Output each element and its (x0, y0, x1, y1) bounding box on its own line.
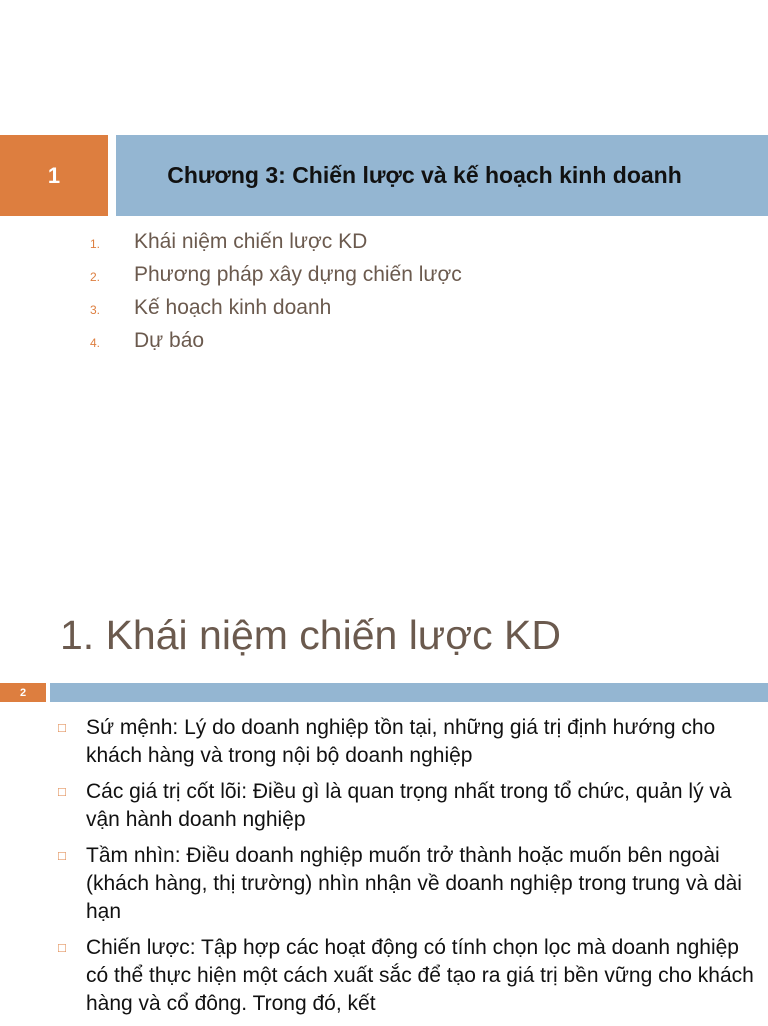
title-bar (50, 683, 768, 702)
slide-number-box (0, 683, 46, 702)
outline-item (90, 296, 462, 329)
list-number: 3. (90, 303, 101, 317)
outline-list (90, 230, 462, 362)
hollow-square-bullet-icon: □ (58, 784, 66, 799)
outline-item-label: Phương pháp xây dựng chiến lược (134, 263, 462, 286)
list-item-text: Tầm nhìn: Điều doanh nghiệp muốn trở thành hoặc muốn bên ngoài (khách hàng, thị trường) nhìn nhận về doanh nghiệp trong trung và dài hạn (86, 844, 742, 923)
bullet-list (58, 714, 758, 1026)
list-item (58, 842, 758, 926)
hollow-square-bullet-icon: □ (58, 720, 66, 735)
slide-number-box (0, 135, 108, 216)
list-item-text: Chiến lược: Tập hợp các hoạt động có tính chọn lọc mà doanh nghiệp có thể thực hiện một cách xuất sắc để tạo ra giá trị bền vững cho khách hàng và cổ đông. Trong đó, kết (86, 936, 754, 1015)
outline-item (90, 230, 462, 263)
list-item-text: Các giá trị cốt lõi: Điều gì là quan trọng nhất trong tổ chức, quản lý và vận hành doanh nghiệp (86, 780, 732, 831)
list-item (58, 934, 758, 1018)
outline-item (90, 329, 462, 362)
outline-item-label: Khái niệm chiến lược KD (134, 230, 368, 253)
outline-item-label: Dự báo (134, 329, 205, 352)
list-item (58, 714, 758, 770)
slide-2 (0, 590, 768, 1024)
list-number: 4. (90, 336, 101, 350)
slide-heading: 1. Khái niệm chiến lược KD (60, 612, 561, 658)
hollow-square-bullet-icon: □ (58, 848, 66, 863)
list-number: 1. (90, 237, 101, 251)
list-number: 2. (90, 270, 101, 284)
list-item (58, 778, 758, 834)
slide-number: 1 (47, 162, 61, 188)
outline-item (90, 263, 462, 296)
title-bar (116, 135, 768, 216)
slide-title: Chương 3: Chiến lược và kế hoạch kinh doanh (167, 162, 682, 188)
hollow-square-bullet-icon: □ (58, 940, 66, 955)
slide-number: 2 (19, 686, 27, 699)
list-item-text: Sứ mệnh: Lý do doanh nghiệp tồn tại, những giá trị định hướng cho khách hàng và trong nội bộ doanh nghiệp (86, 716, 716, 767)
outline-item-label: Kế hoạch kinh doanh (134, 296, 332, 319)
